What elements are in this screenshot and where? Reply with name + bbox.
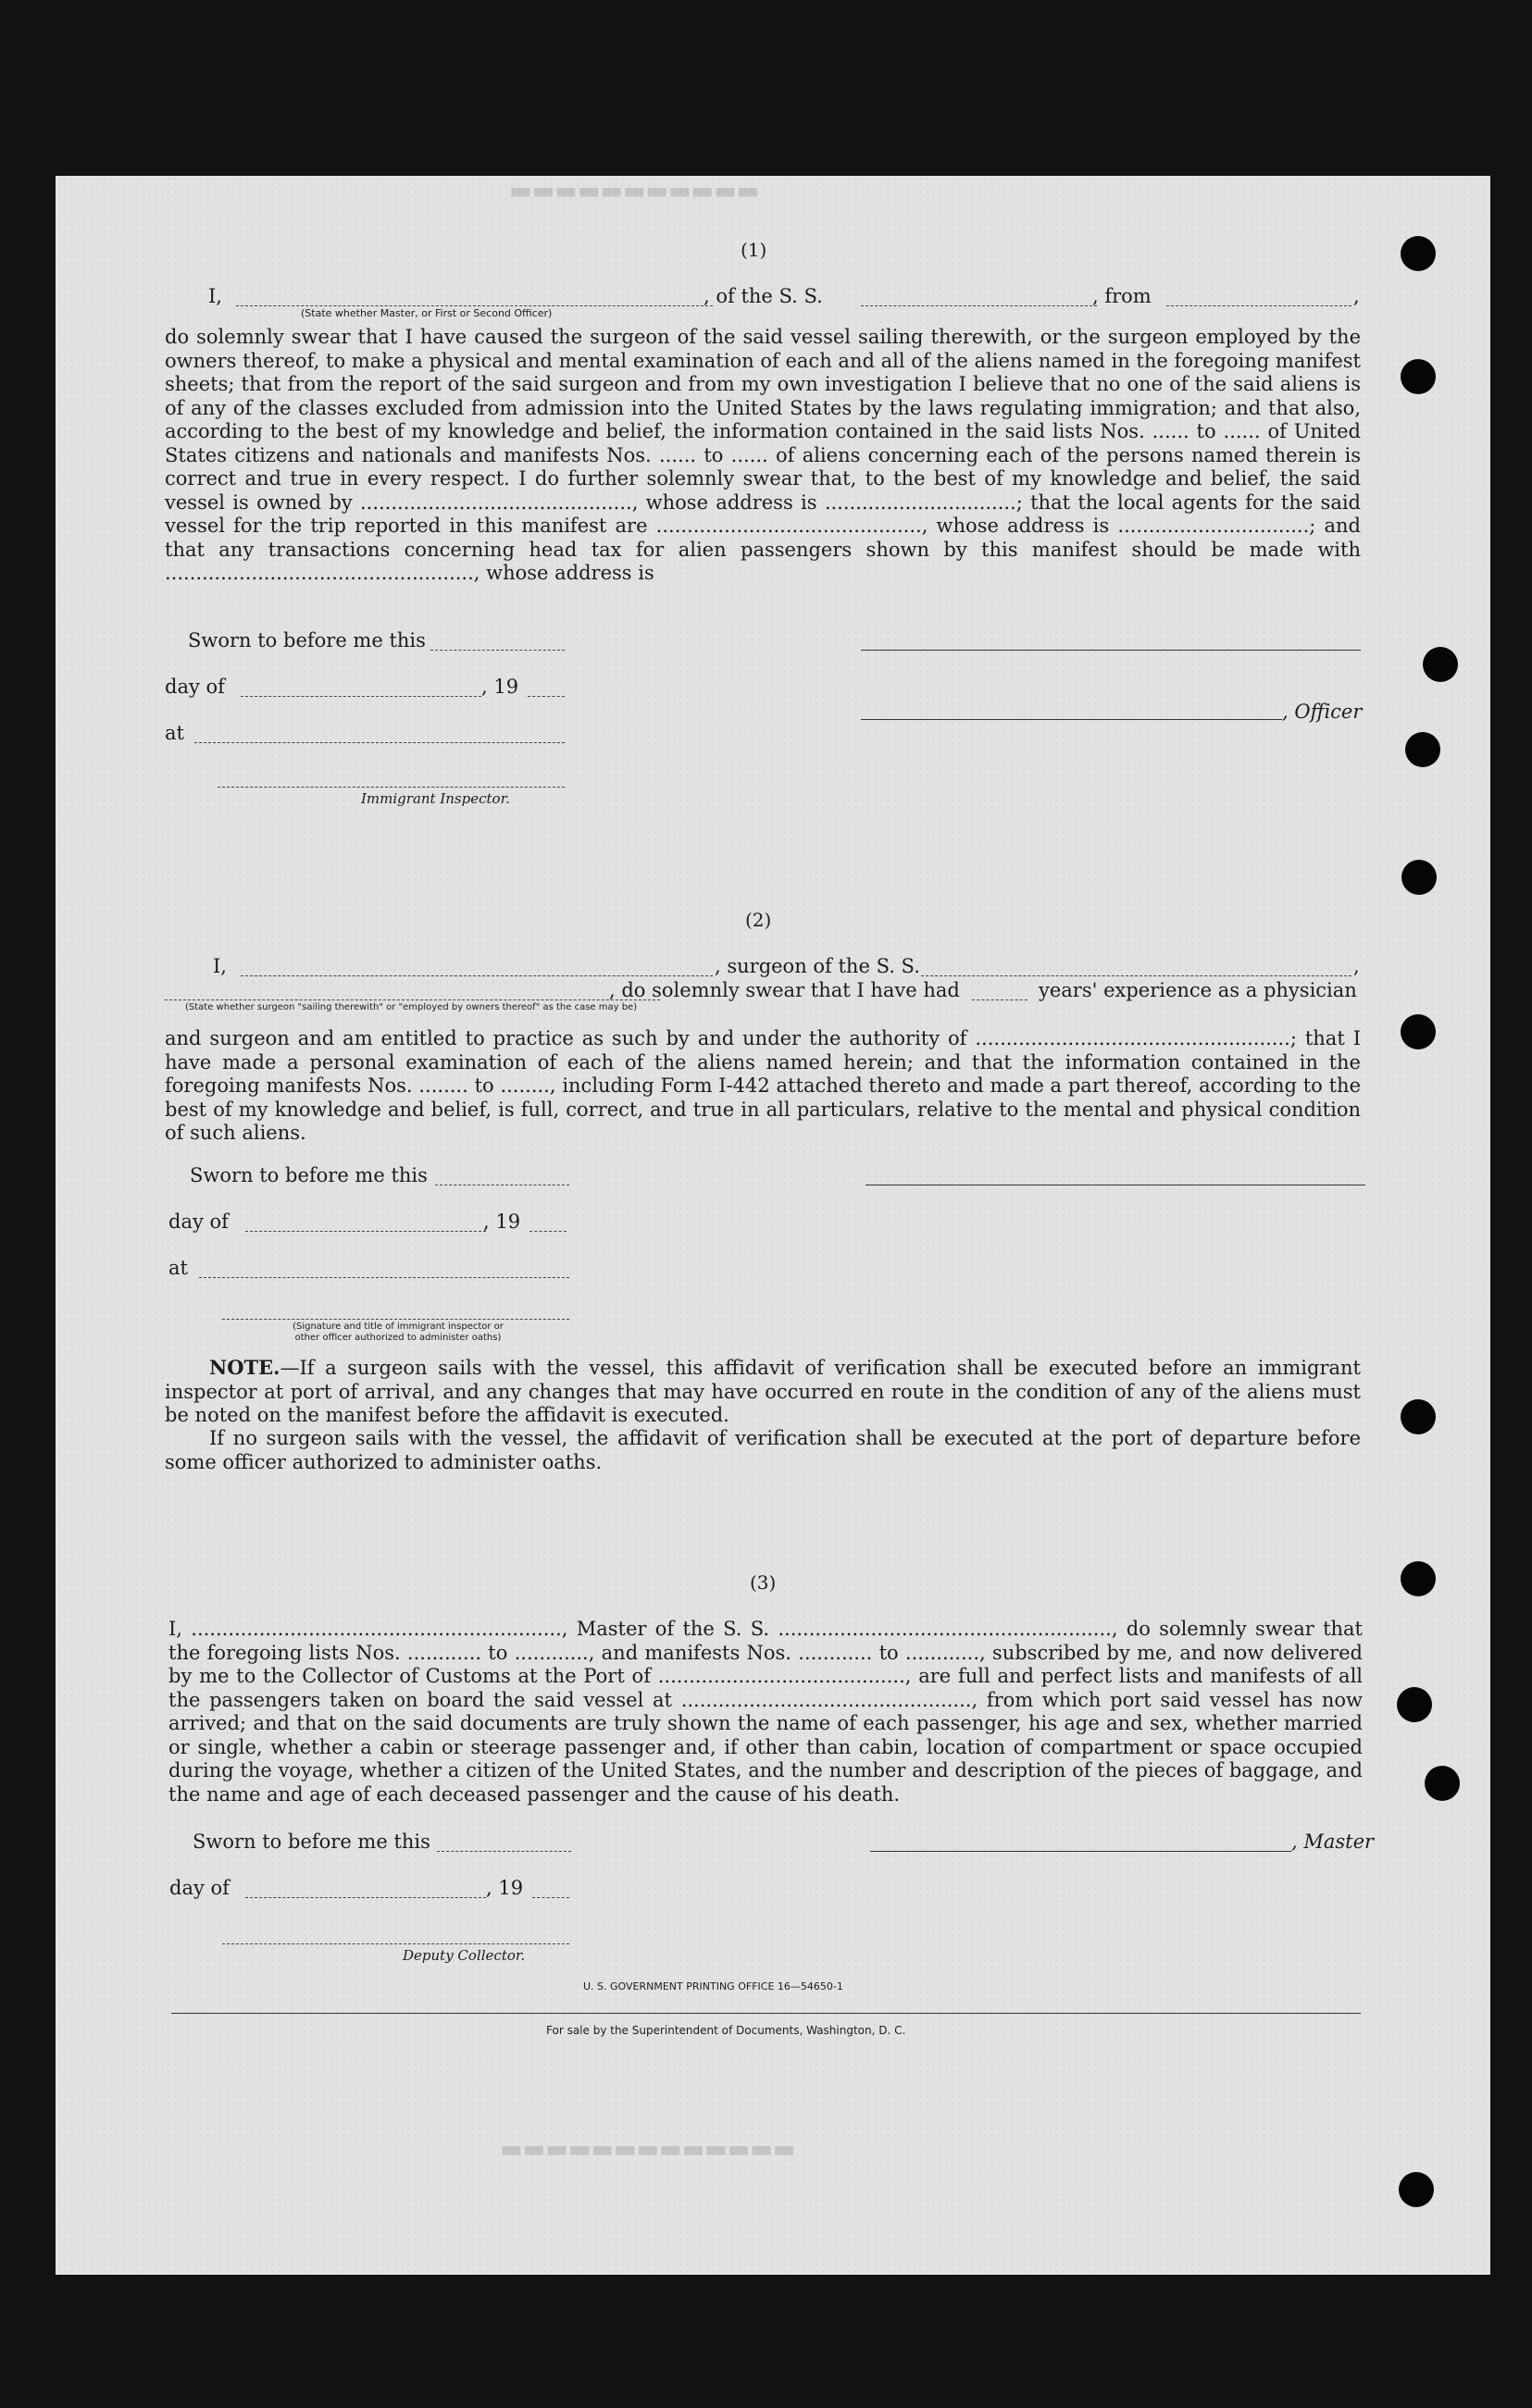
section-1-year-field[interactable] xyxy=(528,696,565,697)
binder-hole xyxy=(1401,236,1436,271)
section-2-day-of: day of xyxy=(168,1210,229,1233)
row-1-comma: , xyxy=(1353,285,1360,307)
binder-hole xyxy=(1401,1399,1436,1434)
from-label: , from xyxy=(1092,285,1152,307)
master-signature-line[interactable] xyxy=(870,1851,1291,1852)
section-1-first-line xyxy=(208,285,222,307)
surgeon-status-field[interactable] xyxy=(165,999,660,1000)
immigrant-inspector-caption: Immigrant Inspector. xyxy=(361,790,510,807)
binder-hole xyxy=(1401,1561,1436,1596)
surgeon-hint: (State whether surgeon "sailing therewith" or "employed by owners thereof" as the case may be) xyxy=(185,1002,638,1012)
note-paragraph-2 xyxy=(165,1427,1361,1474)
section-3-number: (3) xyxy=(750,1571,777,1594)
binder-hole xyxy=(1401,860,1437,895)
surgeon-of-label: , surgeon of the S. S. xyxy=(715,955,920,977)
printing-office-line: U. S. GOVERNMENT PRINTING OFFICE 16—54650-1 xyxy=(583,1980,843,1992)
surgeon-swear-label: , do solemnly swear that I have had xyxy=(609,979,960,1001)
footer-rule xyxy=(171,2013,1361,2014)
section-1-officer-line[interactable] xyxy=(861,719,1282,720)
section-2-at: at xyxy=(168,1257,188,1279)
section-1-day-field[interactable] xyxy=(241,696,481,697)
years-experience-field[interactable] xyxy=(972,999,1028,1000)
section-1-signature-line[interactable] xyxy=(861,650,1361,651)
note-text: —If a surgeon sails with the vessel, this affidavit of verification shall be executed before an immigrant inspector at port of arrival, and any changes that may have occurred en route in the condition of any of the aliens must be noted on the manifest before the affidavit is executed. xyxy=(165,1357,1361,1426)
section-3-body: I, ............................................................, Master of the S. S. ......................................................, do solemnly swear that the foregoing lists Nos. ............ to ............, and manifests Nos. ............ to ............, subscribed by me, and now delivered by me to the Collector of Customs at the Port of ........................................, are full and perfect lists and manifests of all the passengers taken on board the said vessel at ..............................................., from which port said vessel has now arrived; and that on the said documents are truly shown the name of each passenger, his age and sex, whether married or single, whether a cabin or steerage passenger and, if other than cabin, location of compartment or space occupied during the voyage, whether a citizen of the United States, and the number and description of the pieces of baggage, and the name and age of each deceased passenger and the cause of his death. xyxy=(168,1618,1369,1806)
section-1-officer-label: , Officer xyxy=(1282,701,1363,723)
section-2-year-field[interactable] xyxy=(529,1231,567,1232)
section-1-year: , 19 xyxy=(481,676,519,698)
binder-hole xyxy=(1425,1766,1460,1801)
note-paragraph xyxy=(165,1356,1361,1428)
section-1-i: I, xyxy=(208,285,222,307)
section-3-sworn: Sworn to before me this xyxy=(193,1831,430,1853)
section-3-day-field[interactable] xyxy=(245,1897,486,1898)
signature-hint-1: (Signature and title of immigrant inspector or xyxy=(293,1322,504,1332)
years-experience-label: years' experience as a physician xyxy=(1039,979,1357,1001)
surgeon-name-field[interactable] xyxy=(241,975,713,976)
section-2-row1-comma: , xyxy=(1353,955,1360,977)
note-label: NOTE. xyxy=(209,1356,280,1379)
section-2-official-signature-field[interactable] xyxy=(222,1319,569,1320)
binder-hole xyxy=(1401,359,1436,394)
section-3-year-field[interactable] xyxy=(532,1897,569,1898)
section-1-number: (1) xyxy=(741,239,767,261)
officer-hint: (State whether Master, or First or Second Officer) xyxy=(301,307,553,319)
section-2-day-field[interactable] xyxy=(245,1231,486,1232)
section-1-sworn: Sworn to before me this xyxy=(188,629,426,652)
section-2-year: , 19 xyxy=(483,1210,521,1233)
deputy-collector-caption: Deputy Collector. xyxy=(403,1947,526,1964)
section-1-day-of: day of xyxy=(165,676,225,698)
signature-hint-2: other officer authorized to administer oaths) xyxy=(294,1333,502,1343)
note-text-2: If no surgeon sails with the vessel, the affidavit of verification shall be executed at the port of departure before some officer authorized to administer oaths. xyxy=(165,1427,1361,1473)
sale-notice: For sale by the Superintendent of Documents, Washington, D. C. xyxy=(546,2024,906,2037)
section-1-body: do solemnly swear that I have caused the surgeon of the said vessel sailing therewith, or the surgeon employed by the owners thereof, to make a physical and mental examination of each and all of the aliens named in the foregoing manifest sheets; that from the report of the said surgeon and from my own investigation I believe that no one of the said aliens is of any of the classes excluded from admission into the United States by the laws regulating immigration; and that also, according to the best of my knowledge and belief, the information contained in the said lists Nos. ...... to ...... of United States citizens and nationals and manifests Nos. ...... to ...... of aliens concerning each of the persons named therein is correct and true in every respect. I do further solemnly swear that, to the best of my knowledge and belief, the said vessel is owned by ............................................, whose address is ...............................; that the local agents for the said vessel for the trip reported in this manifest are ..........................................., whose address is ...............................; and that any transactions concerning head tax for alien passengers shown by this manifest should be made with .................................................., whose address is xyxy=(165,326,1367,584)
binder-hole xyxy=(1397,1687,1432,1722)
section-2-body: and surgeon and am entitled to practice as such by and under the authority of ...................................................; that I have made a personal examination of each of the aliens named herein; and that the information contained in the foregoing manifests Nos. ........ to ........, including Form I-442 attached thereto and made a part thereof, according to the best of my knowledge and belief, is full, correct, and true in all particulars, relative to the mental and physical condition of such aliens. xyxy=(165,1027,1367,1144)
section-2-i: I, xyxy=(213,955,227,977)
section-2-at-field[interactable] xyxy=(199,1277,569,1278)
document-page xyxy=(56,176,1490,2275)
section-3-sworn-field[interactable] xyxy=(437,1851,571,1852)
binder-hole xyxy=(1399,2172,1434,2207)
binder-hole xyxy=(1423,647,1458,682)
departure-port-field[interactable] xyxy=(1166,305,1351,306)
section-3-day-of: day of xyxy=(169,1877,230,1899)
officer-name-field[interactable] xyxy=(236,305,713,306)
vessel-name-field[interactable] xyxy=(861,305,1097,306)
of-ss-label: , of the S. S. xyxy=(704,285,823,307)
section-1-sworn-field[interactable] xyxy=(430,650,565,651)
section-2-sworn: Sworn to before me this xyxy=(190,1164,428,1186)
binder-hole xyxy=(1405,732,1440,767)
master-label: , Master xyxy=(1291,1831,1375,1853)
bleed-through-stamp-bottom: ▬▬▬▬▬▬▬▬▬▬▬▬▬ xyxy=(500,2138,796,2166)
deputy-collector-field[interactable] xyxy=(222,1943,569,1944)
section-2-vessel-field[interactable] xyxy=(921,975,1351,976)
binder-hole xyxy=(1401,1014,1436,1049)
section-1-at-field[interactable] xyxy=(194,742,565,743)
section-3-year: , 19 xyxy=(486,1877,524,1899)
section-2-number: (2) xyxy=(745,909,772,931)
bleed-through-stamp-top: ▬▬▬▬▬▬▬▬▬▬▬ xyxy=(509,180,760,207)
inspector-signature-field[interactable] xyxy=(218,787,565,788)
section-1-at: at xyxy=(165,722,184,744)
